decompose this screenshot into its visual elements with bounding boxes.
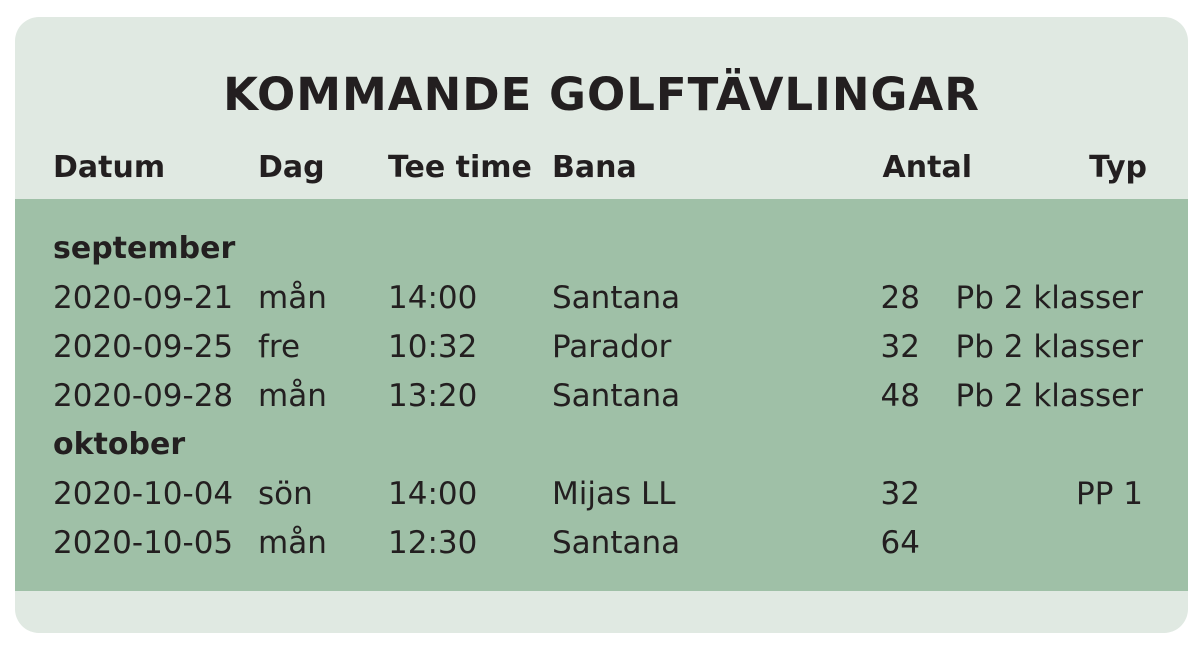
table-row: [15, 376, 1188, 416]
count-cell: 64: [880, 525, 920, 561]
column-header-type: Typ: [1089, 150, 1147, 185]
table-row: [15, 523, 1188, 563]
type-cell: Pb 2 klasser: [955, 378, 1143, 414]
day-cell: sön: [258, 476, 313, 512]
date-cell: 2020-09-25: [53, 329, 234, 365]
type-cell: Pb 2 klasser: [955, 280, 1143, 316]
competitions-list: [15, 199, 1188, 591]
date-cell: 2020-10-05: [53, 525, 234, 561]
tee-time-cell: 10:32: [388, 329, 478, 365]
column-header-count: Antal: [882, 150, 972, 185]
course-cell: Mijas LL: [552, 476, 676, 512]
column-header-tee-time: Tee time: [388, 150, 532, 185]
course-cell: Santana: [552, 525, 681, 561]
column-header-day: Dag: [258, 150, 325, 185]
tee-time-cell: 14:00: [388, 476, 478, 512]
count-cell: 32: [880, 329, 920, 365]
day-cell: fre: [258, 329, 301, 365]
count-cell: 48: [880, 378, 920, 414]
course-cell: Santana: [552, 280, 681, 316]
course-cell: Parador: [552, 329, 672, 365]
month-heading-oktober: oktober: [53, 427, 186, 462]
page-title: KOMMANDE GOLFTÄVLINGAR: [223, 68, 980, 121]
column-header-date: Datum: [53, 150, 166, 185]
type-cell: PP 1: [1076, 476, 1143, 512]
column-header-course: Bana: [552, 150, 637, 185]
tee-time-cell: 14:00: [388, 280, 478, 316]
count-cell: 28: [880, 280, 920, 316]
date-cell: 2020-09-21: [53, 280, 234, 316]
day-cell: mån: [258, 378, 327, 414]
competitions-card: [15, 17, 1188, 633]
day-cell: mån: [258, 280, 327, 316]
type-cell: Pb 2 klasser: [955, 329, 1143, 365]
day-cell: mån: [258, 525, 327, 561]
tee-time-cell: 13:20: [388, 378, 478, 414]
date-cell: 2020-10-04: [53, 476, 234, 512]
count-cell: 32: [880, 476, 920, 512]
table-row: [15, 327, 1188, 367]
course-cell: Santana: [552, 378, 681, 414]
tee-time-cell: 12:30: [388, 525, 478, 561]
table-row: [15, 278, 1188, 318]
table-row: [15, 474, 1188, 514]
month-heading-september: september: [53, 231, 236, 266]
date-cell: 2020-09-28: [53, 378, 234, 414]
